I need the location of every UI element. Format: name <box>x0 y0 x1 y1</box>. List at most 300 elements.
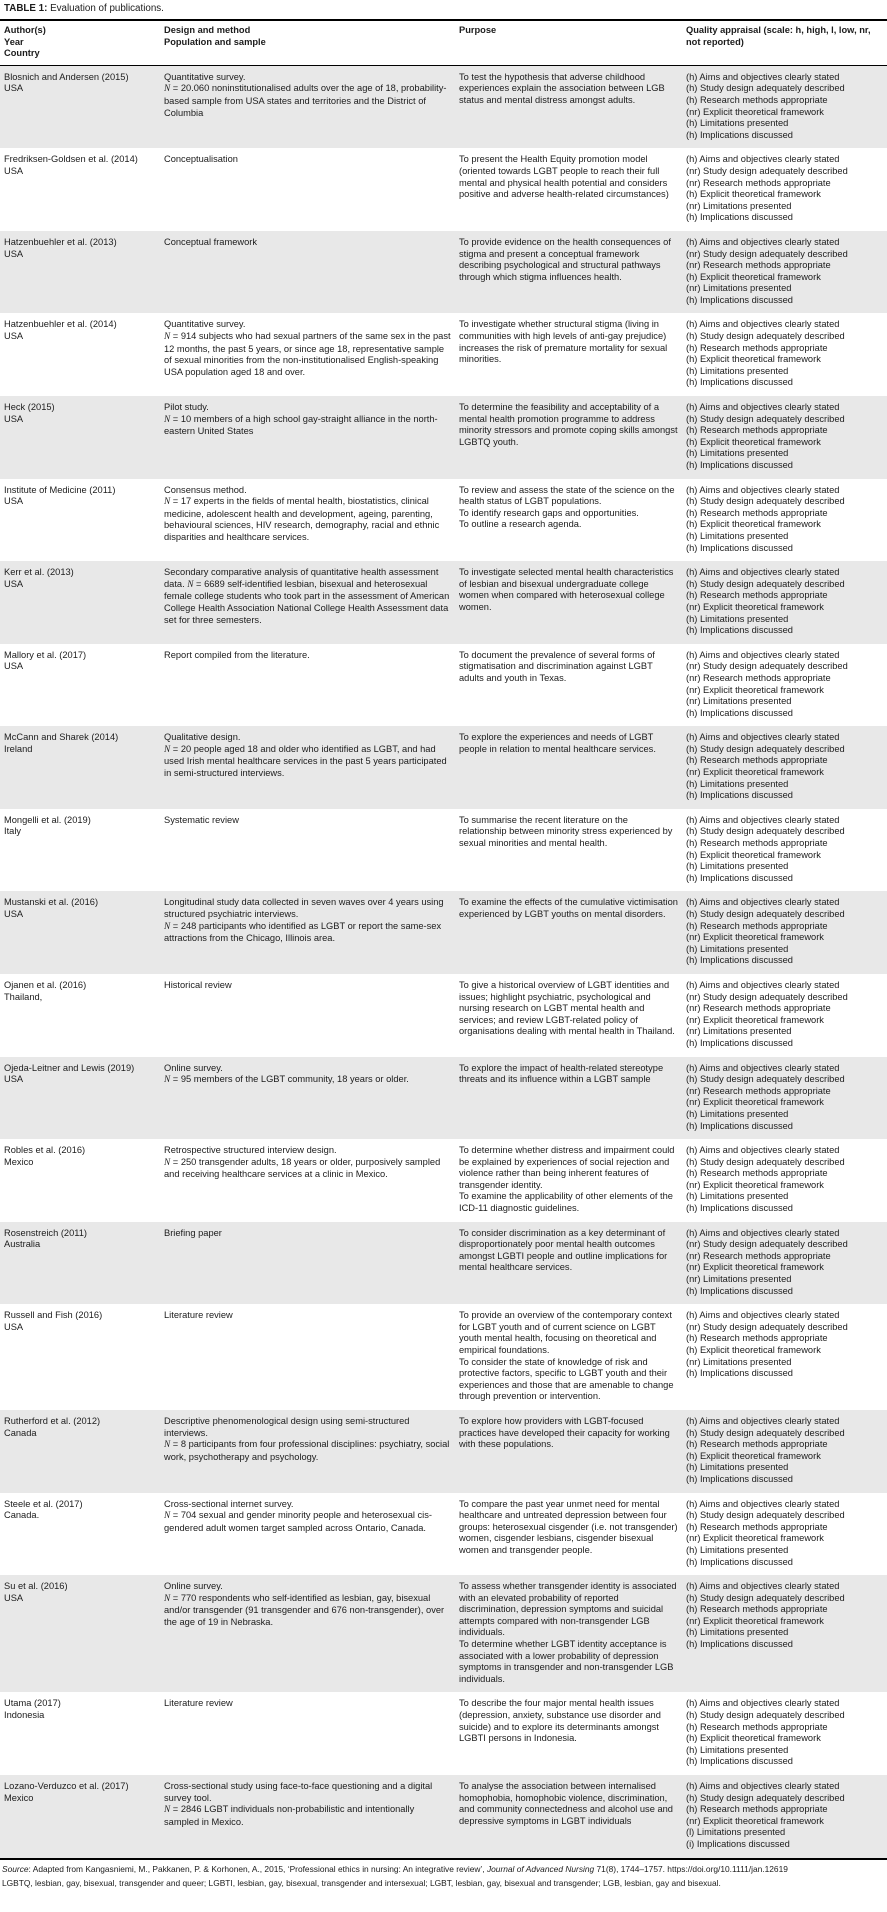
purpose-cell-line: To provide an overview of the contemporary context for LGBT youth and of current science on LGBT youth mental health, focusing on theoretical and empirical foundations. <box>459 1310 672 1355</box>
author-cell-line: Mongelli et al. (2019) <box>4 814 91 825</box>
purpose-cell <box>459 231 686 314</box>
author-cell <box>0 231 164 314</box>
quality-cell-line: (h) Study design adequately described <box>686 826 845 837</box>
design-cell-line: N = 914 subjects who had sexual partners of the same sex in the past 12 months, the past 5 years, or since age 18, representative sample of sexual minorities from the non-institutionalised English-speaking USA population aged 18 and over. <box>164 331 451 377</box>
quality-cell <box>686 65 887 148</box>
quality-cell-line: (h) Research methods appropriate <box>686 1168 828 1179</box>
design-cell <box>164 809 459 892</box>
quality-cell-line: (h) Research methods appropriate <box>686 590 828 601</box>
table-body <box>0 65 887 1858</box>
quality-cell-line: (h) Implications discussed <box>686 1556 793 1567</box>
design-cell <box>164 313 459 396</box>
author-cell-line: USA <box>4 83 24 94</box>
author-cell-line: Hatzenbuehler et al. (2014) <box>4 319 117 330</box>
purpose-cell <box>459 1410 686 1493</box>
design-cell-line: N = 17 experts in the fields of mental health, biostatistics, clinical medicine, adolescent health and development, ageing, parenting, behavioural sciences, HIV research, demography, racial and ethnic disparities and healthcare services. <box>164 496 440 542</box>
quality-cell-line: (h) Aims and objectives clearly stated <box>686 567 840 578</box>
table-row <box>0 1139 887 1222</box>
design-cell-line: Literature review <box>164 1310 233 1321</box>
design-cell-line: N = 20.060 noninstitutionalised adults over the age of 18, probability-based sample from USA states and territories and the District of Columbia <box>164 83 447 118</box>
quality-cell-line: (h) Aims and objectives clearly stated <box>686 1698 840 1709</box>
purpose-cell <box>459 313 686 396</box>
quality-cell-line: (h) Implications discussed <box>686 129 793 140</box>
author-cell <box>0 1575 164 1692</box>
quality-cell <box>686 1493 887 1576</box>
quality-cell-line: (h) Research methods appropriate <box>686 94 828 105</box>
quality-cell-line: (h) Aims and objectives clearly stated <box>686 1062 840 1073</box>
purpose-cell-line: To analyse the association between internalised homophobia, homophobic violence, discrimination, and community connectedness and alcohol use and depressive symptoms in LGBT individuals <box>459 1781 673 1826</box>
quality-cell-line: (h) Implications discussed <box>686 1639 793 1650</box>
quality-cell-line: (l) Limitations presented <box>686 1827 786 1838</box>
author-cell-line: Blosnich and Andersen (2015) <box>4 71 129 82</box>
purpose-cell <box>459 891 686 974</box>
table-caption: Evaluation of publications. <box>47 3 164 14</box>
quality-cell-line: (nr) Study design adequately described <box>686 661 848 672</box>
author-cell-line: USA <box>4 1074 24 1085</box>
quality-cell-line: (nr) Explicit theoretical framework <box>686 932 824 943</box>
design-cell <box>164 974 459 1057</box>
quality-cell-line: (nr) Study design adequately described <box>686 248 848 259</box>
quality-cell-line: (nr) Explicit theoretical framework <box>686 1533 824 1544</box>
table-row <box>0 644 887 727</box>
source-journal-name: Journal of Advanced Nursing <box>486 1863 595 1874</box>
design-cell-line: N = 8 participants from four professional disciplines: psychiatry, social work, psychotherapy and psychology. <box>164 1439 450 1462</box>
quality-cell-line: (nr) Research methods appropriate <box>686 672 831 683</box>
purpose-cell <box>459 1139 686 1222</box>
design-cell <box>164 1304 459 1410</box>
author-cell-line: Mexico <box>4 1156 34 1167</box>
author-cell-line: Italy <box>4 826 22 837</box>
purpose-cell <box>459 479 686 562</box>
design-cell <box>164 644 459 727</box>
quality-cell-line: (h) Limitations presented <box>686 1462 789 1473</box>
table-row <box>0 313 887 396</box>
design-cell-line: Quantitative survey. <box>164 71 246 82</box>
quality-cell-line: (nr) Study design adequately described <box>686 1239 848 1250</box>
table-row <box>0 1575 887 1692</box>
quality-cell-line: (h) Aims and objectives clearly stated <box>686 649 840 660</box>
author-cell-line: Steele et al. (2017) <box>4 1498 83 1509</box>
quality-cell-line: (nr) Explicit theoretical framework <box>686 601 824 612</box>
design-cell-line: Report compiled from the literature. <box>164 649 310 660</box>
design-cell-line: N = 704 sexual and gender minority people and heterosexual cis-gendered adult women target sampled across Ontario, Canada. <box>164 1510 432 1533</box>
design-cell-line: Cross-sectional internet survey. <box>164 1498 294 1509</box>
header-row <box>0 21 887 65</box>
quality-cell-line: (h) Aims and objectives clearly stated <box>686 1145 840 1156</box>
design-cell-line: N = 250 transgender adults, 18 years or older, purposively sampled and receiving healthcare services at a clinic in Mexico. <box>164 1156 441 1180</box>
quality-cell <box>686 1692 887 1775</box>
design-cell-line: Quantitative survey. <box>164 319 246 330</box>
col-header-author-line: Country <box>4 48 40 59</box>
quality-cell-line: (nr) Explicit theoretical framework <box>686 1179 824 1190</box>
table-row <box>0 1493 887 1576</box>
design-cell-line: Conceptualisation <box>164 154 238 165</box>
quality-cell-line: (h) Study design adequately described <box>686 496 845 507</box>
purpose-cell <box>459 1304 686 1410</box>
quality-cell-line: (nr) Explicit theoretical framework <box>686 767 824 778</box>
table-row <box>0 1057 887 1140</box>
sample-size-symbol: N <box>164 921 171 932</box>
purpose-cell <box>459 396 686 479</box>
purpose-cell <box>459 1222 686 1305</box>
purpose-cell-line: To examine the effects of the cumulative victimisation experienced by LGBT youths on mental disorders. <box>459 897 678 919</box>
quality-cell-line: (h) Limitations presented <box>686 448 789 459</box>
quality-cell-line: (h) Study design adequately described <box>686 1592 845 1603</box>
quality-cell-line: (nr) Research methods appropriate <box>686 260 831 271</box>
purpose-cell-line: To give a historical overview of LGBT identities and issues; highlight psychiatric, psychological and nursing research on LGBT mental health and services; and review LGBT-related policy of organisations dealing with mental health in Thailand. <box>459 979 675 1037</box>
author-cell <box>0 1692 164 1775</box>
author-cell-line: Mustanski et al. (2016) <box>4 897 99 908</box>
col-header-author <box>0 21 164 65</box>
quality-cell <box>686 974 887 1057</box>
quality-cell-line: (h) Limitations presented <box>686 118 789 129</box>
quality-cell-line: (h) Study design adequately described <box>686 1510 845 1521</box>
quality-cell-line: (nr) Explicit theoretical framework <box>686 1014 824 1025</box>
quality-cell-line: (nr) Explicit theoretical framework <box>686 1615 824 1626</box>
quality-cell-line: (h) Research methods appropriate <box>686 507 828 518</box>
quality-cell-line: (i) Implications discussed <box>686 1838 790 1849</box>
quality-cell-line: (h) Limitations presented <box>686 365 789 376</box>
purpose-cell-line: To provide evidence on the health consequences of stigma and present a conceptual framework describing psychological and structural pathways through which stigma influences health. <box>459 236 671 282</box>
quality-cell-line: (h) Study design adequately described <box>686 83 845 94</box>
quality-cell-line: (h) Implications discussed <box>686 872 793 883</box>
purpose-cell-line: To summarise the recent literature on the relationship between minority stress experienced by sexual minorities and mental health. <box>459 814 673 849</box>
purpose-cell <box>459 1692 686 1775</box>
design-cell-line: N = 95 members of the LGBT community, 18 years or older. <box>164 1074 409 1086</box>
quality-cell-line: (h) Implications discussed <box>686 790 793 801</box>
author-cell <box>0 65 164 148</box>
author-cell-line: Fredriksen-Goldsen et al. (2014) <box>4 154 138 165</box>
quality-cell <box>686 396 887 479</box>
table-row <box>0 1304 887 1410</box>
purpose-cell-line: To assess whether transgender identity is associated with an elevated probability of reported discrimination, depression symptoms and suicidal attempts compared with non-transgender LGB individuals. <box>459 1581 677 1638</box>
author-cell-line: McCann and Sharek (2014) <box>4 732 119 743</box>
quality-cell-line: (nr) Limitations presented <box>686 283 792 294</box>
table-row <box>0 726 887 809</box>
author-cell <box>0 1139 164 1222</box>
quality-cell-line: (h) Limitations presented <box>686 778 789 789</box>
quality-cell-line: (nr) Study design adequately described <box>686 165 848 176</box>
design-cell <box>164 1139 459 1222</box>
quality-cell <box>686 148 887 231</box>
quality-cell-line: (h) Implications discussed <box>686 460 793 470</box>
design-cell <box>164 1057 459 1140</box>
author-cell <box>0 1304 164 1410</box>
quality-cell-line: (h) Study design adequately described <box>686 1156 845 1167</box>
source-text-after-journal: 71(8), 1744–1757. https://doi.org/10.1111/jan.12619 <box>594 1863 788 1874</box>
author-cell-line: Ireland <box>4 743 33 754</box>
purpose-cell <box>459 1775 686 1859</box>
quality-cell-line: (h) Explicit theoretical framework <box>686 1733 821 1744</box>
author-cell-line: Canada <box>4 1427 37 1438</box>
sample-size-symbol: N <box>164 1511 171 1522</box>
quality-cell-line: (h) Implications discussed <box>686 1037 793 1048</box>
design-cell-line: Longitudinal study data collected in seven waves over 4 years using structured psychiatric interviews. <box>164 897 444 919</box>
quality-cell-line: (h) Study design adequately described <box>686 909 845 919</box>
design-cell-line: Briefing paper <box>164 1227 222 1238</box>
purpose-cell-line: To review and assess the state of the science on the health status of LGBT populations. <box>459 484 675 507</box>
design-cell-line: Online survey. <box>164 1581 223 1592</box>
quality-cell-line: (h) Aims and objectives clearly stated <box>686 1415 840 1426</box>
quality-cell-line: (h) Implications discussed <box>686 294 793 305</box>
quality-cell-line: (h) Limitations presented <box>686 1744 789 1755</box>
quality-cell-line: (h) Implications discussed <box>686 1756 793 1767</box>
author-cell <box>0 313 164 396</box>
quality-cell-line: (h) Aims and objectives clearly stated <box>686 897 840 908</box>
quality-cell-line: (h) Research methods appropriate <box>686 1439 828 1450</box>
sample-size-symbol: N <box>164 1593 171 1604</box>
quality-cell-line: (h) Aims and objectives clearly stated <box>686 1498 840 1509</box>
purpose-cell <box>459 809 686 892</box>
table-row <box>0 1222 887 1305</box>
quality-cell-line: (nr) Limitations presented <box>686 1274 792 1285</box>
author-cell-line: Australia <box>4 1239 41 1250</box>
quality-cell-line: (h) Explicit theoretical framework <box>686 354 821 365</box>
design-cell <box>164 396 459 479</box>
table-row <box>0 1410 887 1493</box>
quality-cell-line: (nr) Explicit theoretical framework <box>686 684 824 695</box>
author-cell-line: Canada. <box>4 1510 40 1521</box>
quality-cell-line: (h) Aims and objectives clearly stated <box>686 154 840 165</box>
purpose-cell-line: To present the Health Equity promotion model (oriented towards LGBT people to reach their full mental and physical health potential and considers positive and adverse health-related circumstances) <box>459 154 669 200</box>
design-cell-line: N = 2846 LGBT individuals non-probabilistic and intentionally sampled in Mexico. <box>164 1804 415 1827</box>
author-cell-line: Thailand, <box>4 991 43 1002</box>
design-cell <box>164 1222 459 1305</box>
design-cell <box>164 148 459 231</box>
table-label: TABLE 1: <box>4 3 48 14</box>
col-header-design <box>164 21 459 65</box>
quality-cell-line: (h) Aims and objectives clearly stated <box>686 484 840 495</box>
table-row <box>0 65 887 148</box>
quality-cell <box>686 891 887 974</box>
col-header-design-line: Design and method <box>164 25 251 35</box>
col-header-author-line: Author(s) <box>4 25 46 35</box>
quality-cell-line: (nr) Research methods appropriate <box>686 1003 831 1014</box>
table-row <box>0 891 887 974</box>
purpose-cell <box>459 644 686 727</box>
purpose-cell-line: To outline a research agenda. <box>459 519 582 530</box>
author-cell <box>0 974 164 1057</box>
table-row <box>0 396 887 479</box>
design-cell-line: Historical review <box>164 979 232 990</box>
purpose-cell-line: To consider discrimination as a key determinant of disproportionately poor mental health outcomes amongst LGBTI people and outline implications for mental healthcare services. <box>459 1227 668 1273</box>
quality-cell-line: (h) Study design adequately described <box>686 1710 845 1721</box>
quality-cell-line: (nr) Limitations presented <box>686 696 792 707</box>
design-cell <box>164 1775 459 1859</box>
author-cell <box>0 644 164 727</box>
quality-cell-line: (h) Research methods appropriate <box>686 838 828 849</box>
quality-cell-line: (nr) Explicit theoretical framework <box>686 106 824 117</box>
design-cell-line: N = 770 respondents who self-identified as lesbian, gay, bisexual and/or transgender (91 transgender and 676 non-transgender), over the age of 19 in Nebraska. <box>164 1592 445 1627</box>
table-row <box>0 1692 887 1775</box>
source-note <box>0 1860 887 1875</box>
quality-cell-line: (h) Implications discussed <box>686 1473 793 1484</box>
author-cell-line: Ojeda-Leitner and Lewis (2019) <box>4 1062 135 1073</box>
quality-cell-line: (h) Limitations presented <box>686 1627 789 1638</box>
quality-cell-line: (nr) Study design adequately described <box>686 1321 848 1332</box>
quality-cell-line: (h) Implications discussed <box>686 542 793 553</box>
author-cell-line: Rutherford et al. (2012) <box>4 1415 101 1426</box>
quality-cell-line: (h) Aims and objectives clearly stated <box>686 1227 840 1238</box>
quality-cell-line: (h) Research methods appropriate <box>686 755 828 766</box>
quality-cell-line: (h) Explicit theoretical framework <box>686 1345 821 1355</box>
purpose-cell <box>459 1057 686 1140</box>
design-cell-line: Secondary comparative analysis of quantitative health assessment data. N = 6689 self-identified lesbian, bisexual and heterosexual female college students who took part in the assessment of American College Health Association National College Health Assessment data set for three semesters. <box>164 567 450 625</box>
quality-cell-line: (h) Explicit theoretical framework <box>686 519 821 530</box>
table-row <box>0 809 887 892</box>
quality-cell-line: (h) Implications discussed <box>686 955 793 966</box>
purpose-cell-line: To investigate whether structural stigma (living in communities with high levels of anti-gay prejudice) increases the risk of premature mortality for sexual minorities. <box>459 319 668 365</box>
quality-cell <box>686 1575 887 1692</box>
quality-cell-line: (h) Implications discussed <box>686 1120 793 1131</box>
sample-size-symbol: N <box>164 1075 171 1086</box>
author-cell-line: USA <box>4 909 24 919</box>
author-cell-line: USA <box>4 413 24 424</box>
author-cell <box>0 561 164 644</box>
quality-cell-line: (h) Limitations presented <box>686 530 789 541</box>
author-cell-line: Russell and Fish (2016) <box>4 1310 103 1321</box>
purpose-cell <box>459 561 686 644</box>
author-cell-line: USA <box>4 661 24 672</box>
purpose-cell <box>459 65 686 148</box>
quality-cell-line: (h) Study design adequately described <box>686 1427 845 1438</box>
quality-cell <box>686 1410 887 1493</box>
author-cell-line: USA <box>4 1592 24 1603</box>
design-cell <box>164 1410 459 1493</box>
purpose-cell-line: To compare the past year unmet need for mental healthcare and untreated depression between four groups: heterosexual cisgender (i.e. not transgender) women, cisgender lesbians, cisgender bisexual women and transgender people. <box>459 1498 678 1555</box>
purpose-cell <box>459 974 686 1057</box>
author-cell-line: Kerr et al. (2013) <box>4 567 74 578</box>
sample-size-symbol: N <box>164 744 171 755</box>
quality-cell-line: (h) Limitations presented <box>686 861 789 872</box>
quality-cell <box>686 479 887 562</box>
author-cell <box>0 1057 164 1140</box>
quality-cell-line: (h) Aims and objectives clearly stated <box>686 402 840 413</box>
quality-cell-line: (h) Implications discussed <box>686 707 793 718</box>
author-cell-line: Rosenstreich (2011) <box>4 1227 88 1238</box>
design-cell <box>164 1493 459 1576</box>
sample-size-symbol: N <box>164 414 171 425</box>
quality-cell-line: (h) Aims and objectives clearly stated <box>686 732 840 743</box>
quality-cell-line: (h) Aims and objectives clearly stated <box>686 1581 840 1592</box>
author-cell-line: Hatzenbuehler et al. (2013) <box>4 236 117 247</box>
quality-cell-line: (h) Research methods appropriate <box>686 1333 828 1344</box>
quality-cell-line: (h) Limitations presented <box>686 943 789 954</box>
quality-cell-line: (h) Research methods appropriate <box>686 342 828 353</box>
evaluation-table <box>0 21 887 1860</box>
quality-cell <box>686 726 887 809</box>
quality-cell-line: (nr) Study design adequately described <box>686 991 848 1002</box>
design-cell <box>164 561 459 644</box>
quality-cell <box>686 809 887 892</box>
col-header-author-line: Year <box>4 36 24 47</box>
quality-cell-line: (h) Research methods appropriate <box>686 1721 828 1732</box>
quality-cell-line: (h) Study design adequately described <box>686 1074 845 1085</box>
purpose-cell-line: To explore how providers with LGBT-focused practices have developed their capacity for working with these populations. <box>459 1415 670 1450</box>
author-cell-line: Institute of Medicine (2011) <box>4 484 116 495</box>
sample-size-symbol: N <box>187 579 194 590</box>
design-cell <box>164 231 459 314</box>
purpose-cell <box>459 1575 686 1692</box>
design-cell <box>164 1575 459 1692</box>
author-cell <box>0 809 164 892</box>
author-cell-line: Lozano-Verduzco et al. (2017) <box>4 1781 129 1791</box>
quality-cell-line: (h) Implications discussed <box>686 1368 793 1379</box>
author-cell <box>0 891 164 974</box>
author-cell <box>0 396 164 479</box>
quality-cell-line: (h) Research methods appropriate <box>686 920 828 931</box>
quality-cell <box>686 1139 887 1222</box>
quality-cell-line: (h) Implications discussed <box>686 1285 793 1296</box>
quality-cell-line: (nr) Limitations presented <box>686 1356 792 1367</box>
author-cell-line: Mexico <box>4 1792 34 1803</box>
author-cell-line: Mallory et al. (2017) <box>4 649 87 660</box>
purpose-cell <box>459 1493 686 1576</box>
quality-cell-line: (h) Limitations presented <box>686 1544 789 1555</box>
quality-cell-line: (h) Implications discussed <box>686 1203 793 1214</box>
table-row <box>0 479 887 562</box>
purpose-cell-line: To examine the applicability of other elements of the ICD-11 diagnostic guidelines. <box>459 1191 673 1214</box>
author-cell <box>0 1775 164 1859</box>
quality-cell-line: (h) Implications discussed <box>686 625 793 636</box>
sample-size-symbol: N <box>164 1805 171 1816</box>
design-cell-line: Systematic review <box>164 814 239 825</box>
quality-cell-line: (h) Limitations presented <box>686 1108 789 1119</box>
design-cell-line: Consensus method. <box>164 484 247 495</box>
sample-size-symbol: N <box>164 1157 171 1168</box>
quality-cell-line: (nr) Limitations presented <box>686 1026 792 1037</box>
quality-cell <box>686 313 887 396</box>
quality-cell-line: (h) Aims and objectives clearly stated <box>686 1781 840 1791</box>
table-row <box>0 1775 887 1859</box>
purpose-cell-line: To document the prevalence of several forms of stigmatisation and discrimination against LGBT adults and youth in Texas. <box>459 649 655 683</box>
author-cell-line: Su et al. (2016) <box>4 1581 68 1592</box>
quality-cell-line: (h) Limitations presented <box>686 1191 789 1202</box>
quality-cell <box>686 1057 887 1140</box>
quality-cell-line: (h) Aims and objectives clearly stated <box>686 1310 840 1321</box>
design-cell <box>164 1692 459 1775</box>
author-cell-line: Heck (2015) <box>4 402 55 413</box>
col-header-quality <box>686 21 887 65</box>
quality-cell-line: (h) Explicit theoretical framework <box>686 271 821 282</box>
quality-cell <box>686 1775 887 1859</box>
purpose-cell-line: To consider the state of knowledge of risk and protective factors, specific to LGBT youth and their experiences and those that are amenable to change through prevention or intervention. <box>459 1356 674 1402</box>
quality-cell-line: (h) Implications discussed <box>686 212 793 223</box>
table-title <box>0 0 887 21</box>
author-cell <box>0 148 164 231</box>
design-cell <box>164 726 459 809</box>
quality-cell-line: (h) Explicit theoretical framework <box>686 1450 821 1461</box>
quality-cell-line: (h) Explicit theoretical framework <box>686 849 821 860</box>
design-cell <box>164 891 459 974</box>
quality-cell-line: (h) Limitations presented <box>686 613 789 624</box>
quality-cell-line: (nr) Limitations presented <box>686 200 792 211</box>
quality-cell-line: (nr) Research methods appropriate <box>686 1250 831 1261</box>
design-cell-line: Cross-sectional study using face-to-face questioning and a digital survey tool. <box>164 1781 433 1803</box>
quality-cell-line: (nr) Research methods appropriate <box>686 1085 831 1096</box>
quality-cell-line: (nr) Explicit theoretical framework <box>686 1097 824 1108</box>
design-cell-line: Pilot study. <box>164 402 209 413</box>
quality-cell-line: (h) Aims and objectives clearly stated <box>686 979 840 990</box>
design-cell-line: Descriptive phenomenological design using semi-structured interviews. <box>164 1415 410 1438</box>
author-cell-line: USA <box>4 331 24 342</box>
col-header-purpose-line: Purpose <box>459 25 497 35</box>
design-cell-line: Conceptual framework <box>164 236 258 247</box>
quality-cell-line: (h) Study design adequately described <box>686 578 845 589</box>
design-cell <box>164 65 459 148</box>
source-text-before-journal: : Adapted from Kangasniemi, M., Pakkanen, P. & Korhonen, A., 2015, ‘Professional ethics in nursing: An integrative review’, <box>28 1863 487 1874</box>
purpose-cell-line: To describe the four major mental health issues (depression, anxiety, substance use disorder and suicide) and to explore its determinants amongst LGBTI persons in Indonesia. <box>459 1698 661 1744</box>
